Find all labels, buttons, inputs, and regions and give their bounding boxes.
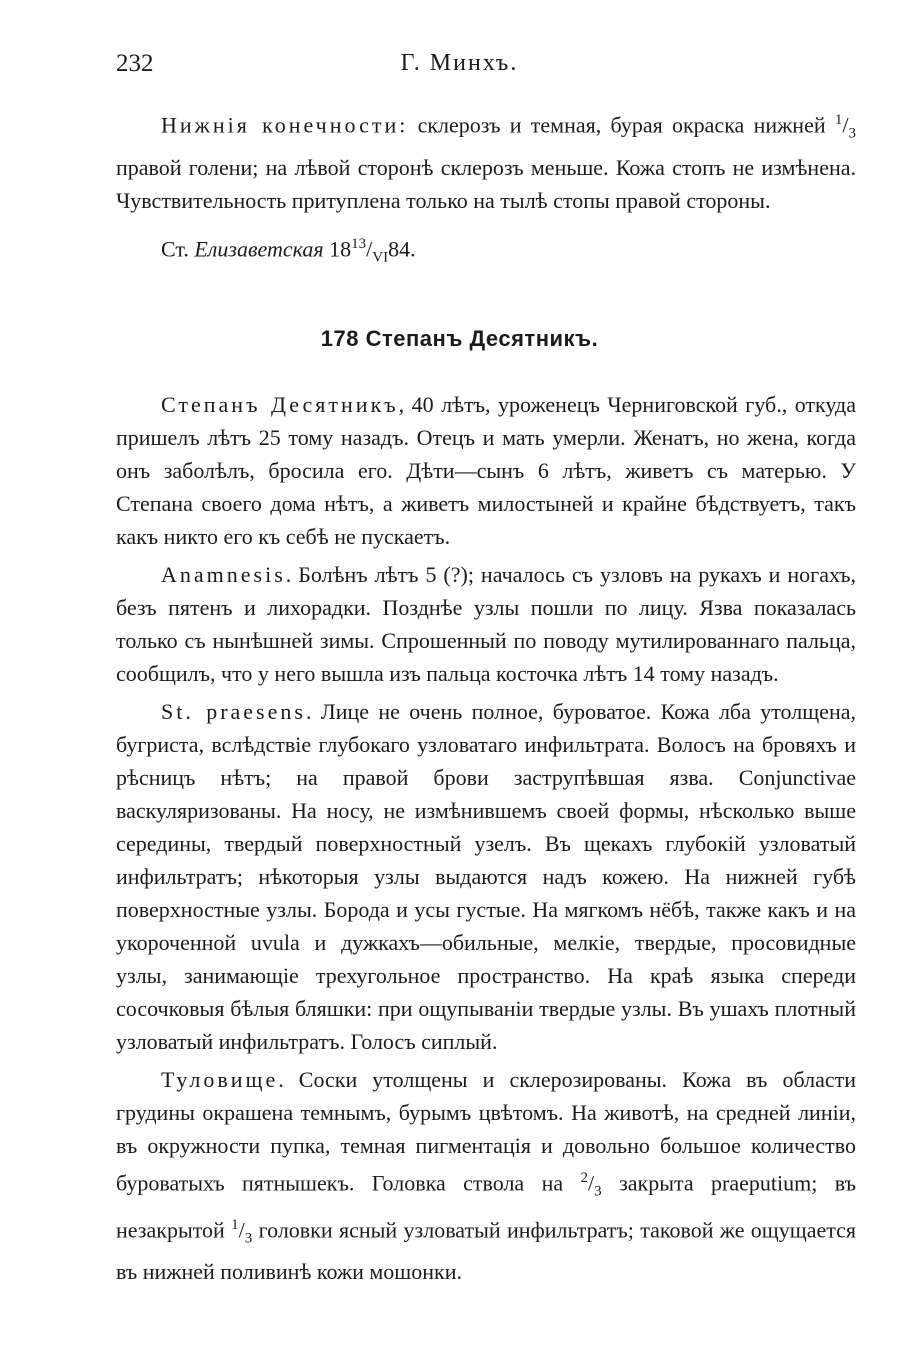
lower-limbs-paragraph: Нижнія конечности: склерозъ и темная, бурая окраска нижней $^1/_3$ правой голени; на лѣвой сторонѣ склерозъ меньше. Кожа стопъ не измѣнена. Чувствительность притуплена только на тылѣ стопы правой стороны. [116,112,856,213]
running-head: Г. Минхъ. [400,50,519,76]
fraction-numerator: 1 [834,112,843,128]
anamnesis-text: . Болѣнъ лѣтъ 5 (?); началось съ узловъ на рукахъ и ногахъ, безъ пятенъ и лихорадки. Позднѣе узлы пошли по лицу. Язва показалась только съ нынѣшней зимы. Спрошенный по поводу мутилированнаго пальца, сообщилъ, что у него вышла изъ пальца косточка лѣтъ 14 тому назадъ. [116,562,856,686]
case-body [116,388,856,1293]
page-header [0,50,919,84]
torso-text-b: закрыта praeputium; въ незакрытой [116,1170,856,1243]
signature-month: VI [372,249,389,266]
fraction-numerator: 1 [231,1216,239,1233]
fraction-numerator: 2 [580,1170,589,1186]
signature-prefix: Ст. [161,236,189,262]
signature-year: 84. [388,236,416,262]
lower-limbs-text-a: склерозъ и темная, бурая окраска нижней [408,112,835,138]
anamnesis-paragraph [116,558,856,690]
fraction-denominator: 3 [244,1230,253,1247]
signature-sup: 13 [351,236,367,252]
praesens-label: St. praesens [161,699,306,724]
signature-line: Ст. Елизаветская $18^{13}/_{VI}84$. [161,236,416,266]
torso-text-c: головки ясный узловатый инфильтратъ; таковой же ощущается въ нижней поливинѣ кожи мошонки. [116,1217,856,1285]
signature-name: Елизаветская [194,236,324,262]
anamnesis-label: Anamnesis [161,562,286,587]
page-number: 232 [116,50,154,77]
praesens-paragraph [116,695,856,1058]
fraction-denominator: 3 [594,1183,602,1200]
intro-text: , 40 лѣтъ, уроженецъ Черниговской губ., откуда пришелъ лѣтъ 25 тому назадъ. Отецъ и мать умерли. Женатъ, но жена, когда онъ заболѣлъ, бросила его. Дѣти—сынъ 6 лѣтъ, живетъ съ матерью. У Степана своего дома нѣтъ, а живетъ милостыней и крайне бѣдствуетъ, такъ какъ никто его къ себѣ не пускаетъ. [116,392,856,549]
signature-day: 18 [329,236,352,262]
torso-text-a: . Соски утолщены и склерозированы. Кожа въ области грудины окрашена темнымъ, бурымъ цвѣтомъ. На животѣ, на средней линіи, въ окружности пупка, темная пигментація и довольно большое количество буроватыхъ пятнышекъ. Головка ствола на [116,1067,856,1196]
lower-limbs-label: Нижнія конечности: [161,112,409,138]
patient-name: Степанъ Десятникъ [161,392,399,417]
torso-paragraph: Туловище. Соски утолщены и склерозированы. Кожа въ области грудины окрашена темнымъ, бурымъ цвѣтомъ. На животѣ, на средней линіи, въ окружности пупка, темная пигментація и довольно большое количество буроватыхъ пятнышекъ. Головка ствола на $^2/_3$ закрыта praeputium; въ незакрытой $^1/_3$ головки ясный узловатый инфильтратъ; таковой же ощущается въ нижней поливинѣ кожи мошонки. [116,1067,856,1285]
intro-paragraph [116,388,856,553]
case-title: 178 Степанъ Десятникъ. [320,326,599,351]
fraction-denominator: 3 [848,125,856,142]
lower-limbs-block [116,104,856,222]
praesens-text: . Лице не очень полное, буроватое. Кожа лба утолщена, бугриста, вслѣдствіе глубокаго узловатаго инфильтрата. Волосъ на бровяхъ и рѣсницъ нѣтъ; на правой брови заструпѣвшая язва. Conjunctivae васкуляризованы. На носу, не измѣнившемъ своей формы, нѣсколько выше середины, твердый поверхностный узелъ. Въ щекахъ глубокій узловатый инфильтратъ; нѣкоторыя узлы выдаются надъ кожею. На нижней губѣ поверхностные узлы. Борода и усы густые. На мягкомъ нёбѣ, также какъ и на укороченной uvula и дужкахъ—обильные, мелкіе, твердые, просовидные узлы, занимающіе трехугольное пространство. На краѣ языка спереди сосочковыя бѣлыя бляшки: при ощупываніи твердые узлы. Въ ушахъ плотный узловатый инфильтратъ. Голосъ сиплый. [116,699,856,1054]
lower-limbs-text-b: правой голени; на лѣвой сторонѣ склерозъ меньше. Кожа стопъ не измѣнена. Чувствительность притуплена только на тылѣ стопы правой стороны. [116,154,856,213]
torso-label: Туловище [161,1067,279,1092]
